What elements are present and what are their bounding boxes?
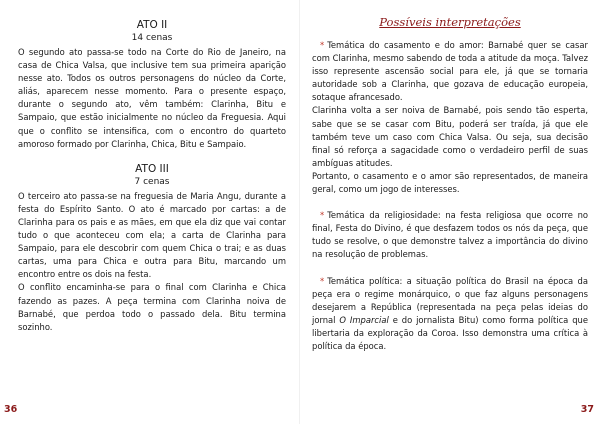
theme-marriage-text: Temática do casamento e do amor: Barnabé quer se casar com Clarinha, mesmo sabendo de toda a atitude da moça. Talvez isso represente ascensão social para ele, já que se tornaria autoridade sob a Clarinha, que gozava de educação europeia, sotaque afrancesado. — [312, 40, 588, 103]
theme-marriage-paragraph-3: Portanto, o casamento e o amor são representados, de maneira geral, como um jogo de interesses. — [312, 170, 588, 195]
star-bullet-icon: * — [320, 275, 325, 286]
star-bullet-icon: * — [320, 210, 325, 221]
star-bullet-icon: * — [320, 40, 325, 50]
act3-conclusion: O conflito encaminha-se para o final com Clarinha e Chica fazendo as pazes. A peça termina com Clarinha noiva de Barnabé, que perdoa todo o passado dela. Bitu termina sozinho. — [18, 282, 286, 332]
right-page — [300, 0, 600, 424]
theme-marriage-paragraph-2: Clarinha volta a ser noiva de Barnabé, pois sendo tão esperta, sabe que se se casar com Bitu, poderá ser traída, já que ele também teve um caso com Chica Valsa. Ou seja, sua decisão final só reforça a sagacidade como o verdadeiro perfil de suas ambíguas atitudes. — [312, 105, 588, 168]
act3-summary: O terceiro ato passa-se na freguesia de Maria Angu, durante a festa do Espírito Santo. O ato é marcado por cartas: a de Clarinha para os pais e as mães, em que ela diz que vai contar tudo o que aconteceu com ela; a carta de Clarinha para Sampaio, para ele descobrir com quem Chica o trai; e as duas cartas, uma para Chica e outra para Bitu, marcando um encontro entre os dois na festa. — [18, 190, 286, 280]
theme-politics-text-a: Temática política: a situação política do Brasil na época da peça era o regime monárquico, o que faz alguns personagens desejarem a República (representada na peça pelas ideias do jornal — [312, 275, 588, 325]
act2-title: ATO II — [136, 19, 168, 31]
theme-marriage-paragraph — [312, 39, 588, 104]
theme-religiosity-paragraph — [312, 209, 588, 261]
act2-scene-count: 14 cenas — [131, 33, 173, 43]
act2-summary: O segundo ato passa-se todo na Corte do Rio de Janeiro, na casa de Chica Valsa, que inclusive tem sua primeira aparição nesse ato. Todos os outros personagens do núcleo da Corte, aliás, aparecem nesse momento. Para o presente espaço, durante o segundo ato, vêm também: Clarinha, Bitu e Sampaio, que estão inicialmente no núcleo da Freguesia. Aqui que o conflito se intensifica, com o encontro do quarteto amoroso formado por Clarinha, Chica, Bitu e Sampaio. — [18, 47, 286, 149]
act3-scene-count: 7 cenas — [134, 176, 170, 187]
page-number-left: 36 — [4, 404, 18, 415]
theme-politics-text-b: e do jornalista Bitu) como forma política que libertaria da exploração da Coroa. Isso demonstra uma crítica à política da época. — [312, 314, 588, 351]
theme-religiosity-text: Temática da religiosidade: na festa religiosa que ocorre no final, Festa do Divino, é que desfazem todos os nós da peça, que tudo se resolve, o que demonstre talvez a importância do divino na resolução de problemas. — [312, 210, 588, 260]
act3-title: ATO III — [135, 162, 169, 175]
interpretations-title: Possíveis interpretações — [379, 15, 521, 29]
theme-politics-paragraph — [312, 275, 588, 354]
newspaper-name: O Imparcial — [339, 314, 389, 325]
page-number-right: 37 — [580, 404, 594, 415]
